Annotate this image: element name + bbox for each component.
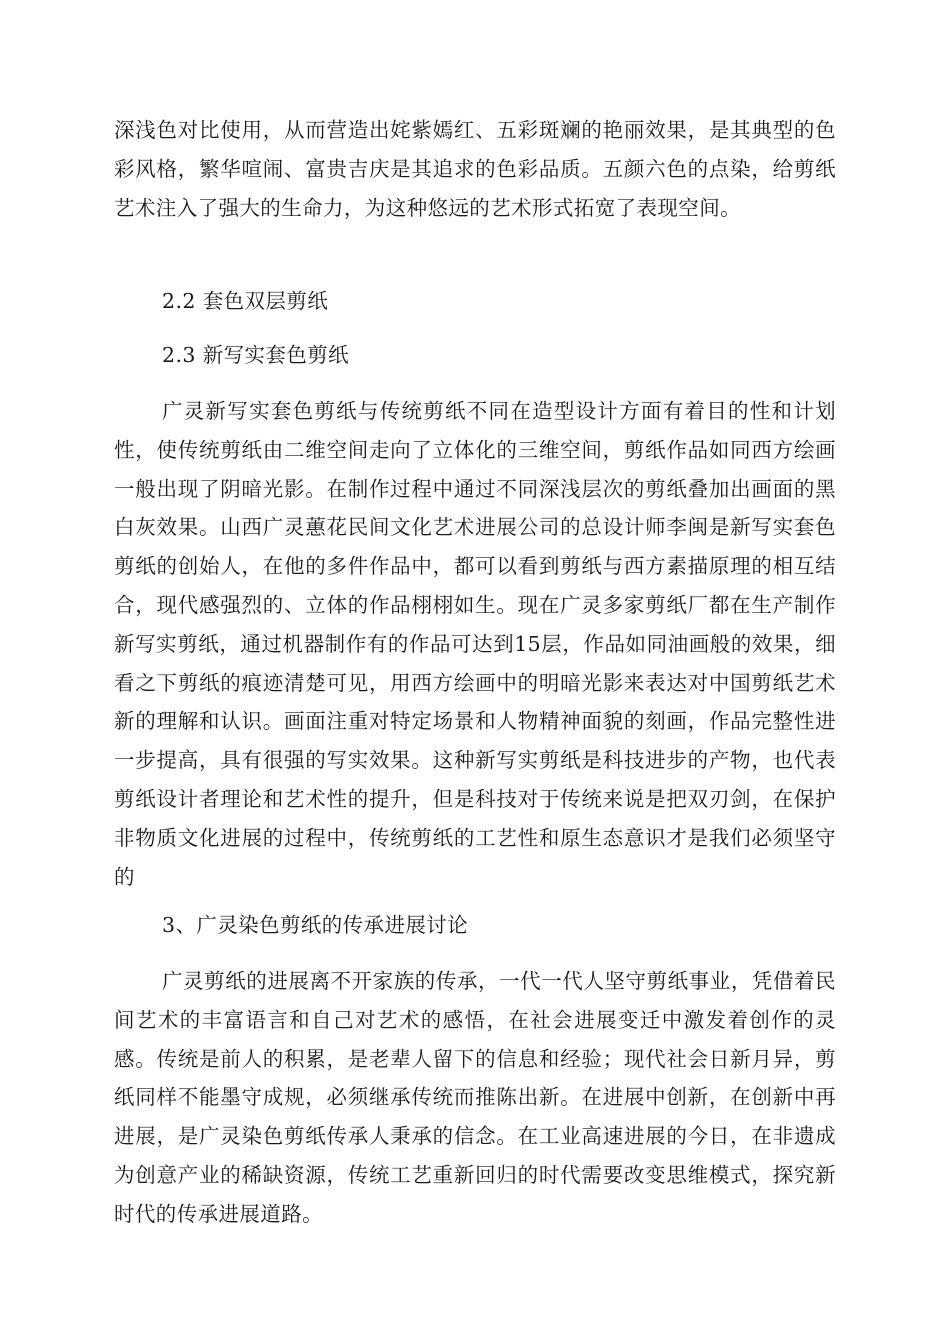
section-heading-3: 3、广灵染色剪纸的传承进展讨论 [162,913,469,937]
paragraph-continuation: 深浅色对比使用，从而营造出姹紫嫣红、五彩斑斓的艳丽效果，是其典型的色彩风格，繁华喧闹、富贵吉庆是其追求的色彩品质。五颜六色的点染，给剪纸艺术注入了强大的生命力，为这种悠远的艺术形式拓宽了表现空间。 [114,118,836,220]
paragraph-new-realism-cutting: 广灵新写实套色剪纸与传统剪纸不同在造型设计方面有着目的性和计划性，使传统剪纸由二维空间走向了立体化的三维空间，剪纸作品如同西方绘画一般出现了阴暗光影。在制作过程中通过不同深浅层次的剪纸叠加出画面的黑白灰效果。山西广灵蕙花民间文化艺术进展公司的总设计师李闽是新写实套色剪纸的创始人，在他的多件作品中，都可以看到剪纸与西方素描原理的相互结合，现代感强烈的、立体的作品栩栩如生。现在广灵多家剪纸厂都在生产制作新写实剪纸，通过机器制作有的作品可达到15层，作品如同油画般的效果，细看之下剪纸的痕迹清楚可见，用西方绘画中的明暗光影来表达对中国剪纸艺术新的理解和认识。画面注重对特定场景和人物精神面貌的刻画，作品完整性进一步提高，具有很强的写实效果。这种新写实剪纸是科技进步的产物，也代表剪纸设计者理论和艺术性的提升，但是科技对于传统来说是把双刃剑，在保护非物质文化进展的过程中，传统剪纸的工艺性和原生态意识才是我们必须坚守的 [114,399,836,889]
section-heading-2-2: 2.2 套色双层剪纸 [162,289,329,313]
section-heading-2-3: 2.3 新写实套色剪纸 [162,343,350,367]
paragraph-inheritance-development: 广灵剪纸的进展离不开家族的传承，一代一代人坚守剪纸事业，凭借着民间艺术的丰富语言和自己对艺术的感悟，在社会进展变迁中激发着创作的灵感。传统是前人的积累，是老辈人留下的信息和经验；现代社会日新月异，剪纸同样不能墨守成规，必须继承传统而推陈出新。在进展中创新，在创新中再进展，是广灵染色剪纸传承人秉承的信念。在工业高速进展的今日，在非遗成为创意产业的稀缺资源，传统工艺重新回归的时代需要改变思维模式，探究新时代的传承进展道路。 [114,969,836,1226]
